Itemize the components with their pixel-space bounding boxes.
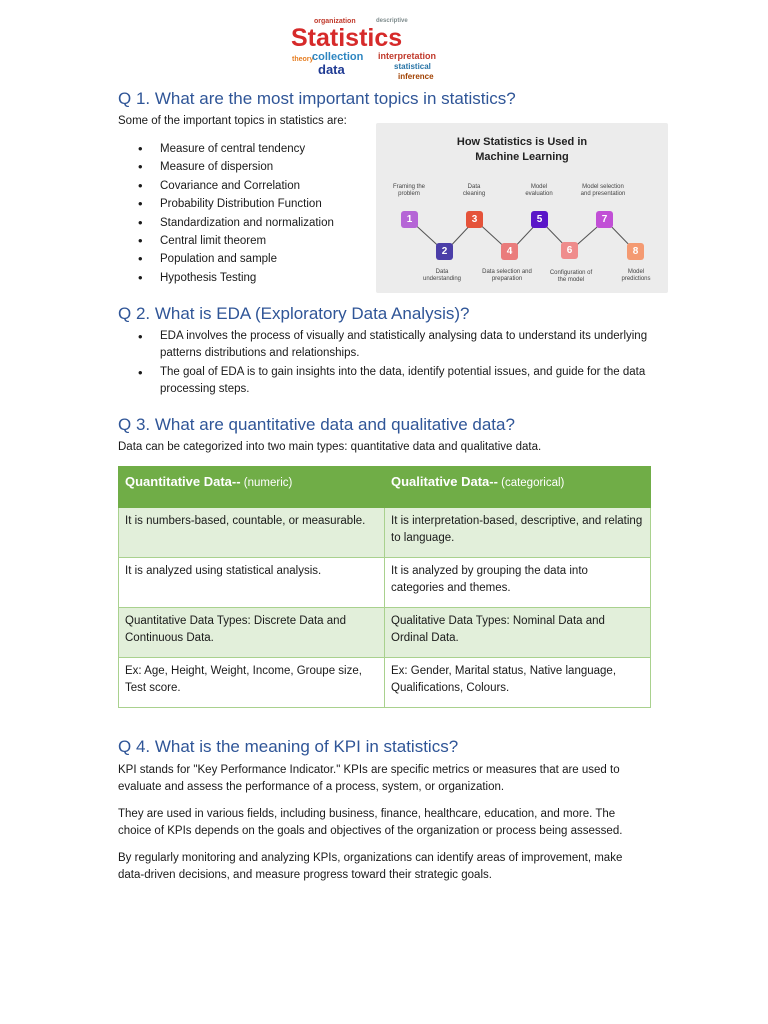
table-row <box>119 558 651 608</box>
logo-word: theory <box>292 56 314 63</box>
list-item: • Population and sample <box>118 250 368 268</box>
step-connector-lines <box>376 123 668 293</box>
header-main: Quantitative Data-- <box>125 474 241 489</box>
list-item: • Measure of dispersion <box>118 158 368 176</box>
q4-heading: Q 4. What is the meaning of KPI in statistics? <box>118 737 459 756</box>
list-item: • Covariance and Correlation <box>118 177 368 195</box>
header-sub: (numeric) <box>240 477 293 489</box>
step-3-label: Data cleaning <box>462 184 486 197</box>
q2-heading: Q 2. What is EDA (Exploratory Data Analysis)? <box>118 304 470 323</box>
logo-word: statistical <box>394 62 431 71</box>
list-item: • Measure of central tendency <box>118 140 368 158</box>
q1-intro: Some of the important topics in statistics are: <box>118 115 347 127</box>
list-item: • Probability Distribution Function <box>118 195 368 213</box>
table-header-cell <box>119 467 385 508</box>
table-cell: Ex: Age, Height, Weight, Income, Groupe size, Test score. <box>119 658 385 708</box>
table-cell: Quantitative Data Types: Discrete Data and Continuous Data. <box>119 608 385 658</box>
step-6-label: Configuration of the model <box>549 270 593 283</box>
step-2-label: Data understanding <box>422 269 462 282</box>
table-cell: It is interpretation-based, descriptive, and relating to language. <box>385 508 651 558</box>
q4-paragraph: By regularly monitoring and analyzing KPIs, organizations can identify areas of improvement, make data-driven decisions, and measure progress toward their strategic goals. <box>118 852 623 881</box>
q4-paragraph: KPI stands for "Key Performance Indicator." KPIs are specific metrics or measures that are used to evaluate and assess the performance of a process, system, or organization. <box>118 764 620 793</box>
step-6-badge: 6 <box>561 242 578 259</box>
logo-title: Statistics <box>291 24 403 52</box>
table-cell: It is numbers-based, countable, or measurable. <box>119 508 385 558</box>
figure-title-line: Machine Learning <box>475 151 569 163</box>
figure-title-line: How Statistics is Used in <box>456 136 588 148</box>
logo-word: descriptive <box>376 18 408 24</box>
table-cell: It is analyzed by grouping the data into categories and themes. <box>385 558 651 608</box>
table-cell: It is analyzed using statistical analysis. <box>119 558 385 608</box>
logo-word: collection <box>312 51 364 63</box>
table-row <box>119 658 651 708</box>
statistics-word-cloud-logo <box>290 12 450 90</box>
list-item: • Hypothesis Testing <box>118 269 368 287</box>
table-cell: Ex: Gender, Marital status, Native language, Qualifications, Colours. <box>385 658 651 708</box>
table-row <box>119 508 651 558</box>
step-3-badge: 3 <box>466 211 483 228</box>
step-1-badge: 1 <box>401 211 418 228</box>
header-sub: (categorical) <box>497 477 565 489</box>
step-2-badge: 2 <box>436 243 453 260</box>
q2-eda-list <box>118 328 648 400</box>
logo-word: organization <box>314 18 356 25</box>
list-item: • Central limit theorem <box>118 232 368 250</box>
step-7-label: Model selection and presentation <box>580 184 626 197</box>
data-types-table <box>118 466 651 708</box>
list-item: • Standardization and normalization <box>118 214 368 232</box>
q1-topic-list <box>118 140 368 287</box>
table-header-row <box>119 467 651 508</box>
step-5-label: Model evaluation <box>525 184 553 197</box>
step-8-badge: 8 <box>627 243 644 260</box>
list-item: • EDA involves the process of visually and statistically analysing data to understand its underlying patterns distributions and relationships. <box>118 328 648 362</box>
table-cell: Qualitative Data Types: Nominal Data and Ordinal Data. <box>385 608 651 658</box>
q3-heading: Q 3. What are quantitative data and qualitative data? <box>118 415 515 434</box>
q4-paragraph: They are used in various fields, including business, finance, healthcare, education, and more. The choice of KPIs depends on the goals and objectives of the organization or process being assessed. <box>118 808 623 837</box>
step-8-label: Model predictions <box>621 269 651 282</box>
list-item: • The goal of EDA is to gain insights into the data, identify potential issues, and guide for the data processing steps. <box>118 364 648 398</box>
step-1-label: Framing the problem <box>392 184 425 197</box>
header-main: Qualitative Data-- <box>391 474 498 489</box>
logo-word: inference <box>398 72 434 81</box>
table-header-cell <box>385 467 651 508</box>
q3-intro: Data can be categorized into two main types: quantitative data and qualitative data. <box>118 441 542 453</box>
logo-word: data <box>318 62 345 77</box>
ml-statistics-figure <box>376 123 668 293</box>
step-7-badge: 7 <box>596 211 613 228</box>
logo-word: interpretation <box>378 51 437 61</box>
step-4-badge: 4 <box>501 243 518 260</box>
table-row <box>119 608 651 658</box>
step-5-badge: 5 <box>531 211 548 228</box>
q1-heading: Q 1. What are the most important topics in statistics? <box>118 89 516 108</box>
step-4-label: Data selection and preparation <box>482 269 532 282</box>
